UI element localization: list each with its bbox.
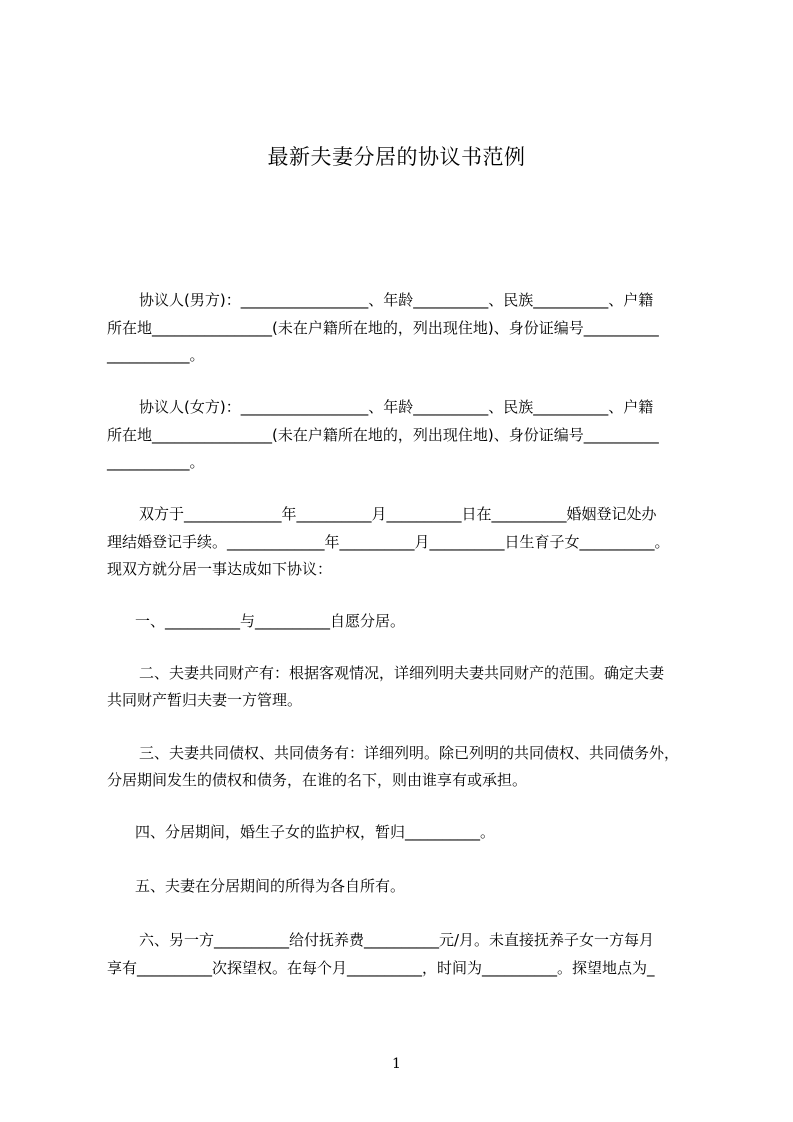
paragraph-man-line-3: ___________。 [107,346,205,364]
clause-5-line-1: 五、夫妻在分居期间的所得为各自所有。 [135,877,406,895]
paragraph-woman-line-3: ___________。 [107,453,205,471]
clause-1-line-1: 一、__________与__________自愿分居。 [135,612,406,630]
paragraph-woman-line-2: 所在地________________(未在户籍所在地的，列出现住地)、身份证编号__________ [107,426,659,444]
document-title: 最新夫妻分居的协议书范例 [267,145,526,169]
paragraph-man-line-1: 协议人(男方)：_________________、年龄__________、民族__________、户籍 [139,291,654,309]
clause-2-line-1: 二、夫妻共同财产有：根据客观情况，详细列明夫妻共同财产的范围。确定夫妻 [139,664,665,682]
clause-2-line-2: 共同财产暂归夫妻一方管理。 [107,691,303,709]
paragraph-marriage-line-3: 现双方就分居一事达成如下协议： [107,560,333,578]
paragraph-man-line-2: 所在地________________(未在户籍所在地的，列出现住地)、身份证编号__________ [107,319,659,337]
paragraph-marriage-line-1: 双方于_____________年__________月__________日在__________婚姻登记处办 [139,505,657,523]
paragraph-marriage-line-2: 理结婚登记手续。_____________年__________月__________日生育子女__________。 [107,533,670,551]
clause-6-line-2: 享有__________次探望权。在每个月__________，时间为__________。探望地点为_ [107,959,655,977]
clause-3-line-2: 分居期间发生的债权和债务，在谁的名下，则由谁享有或承担。 [107,771,528,789]
clause-6-line-1: 六、另一方__________给付抚养费__________元/月。未直接抚养子女一方每月 [139,931,655,949]
clause-3-line-1: 三、夫妻共同债权、共同债务有：详细列明。除已列明的共同债权、共同债务外， [139,744,680,762]
page-number: 1 [392,1056,401,1072]
clause-4-line-1: 四、分居期间，婚生子女的监护权，暂归__________。 [135,823,496,841]
paragraph-woman-line-1: 协议人(女方)：_________________、年龄__________、民族__________、户籍 [139,398,654,416]
